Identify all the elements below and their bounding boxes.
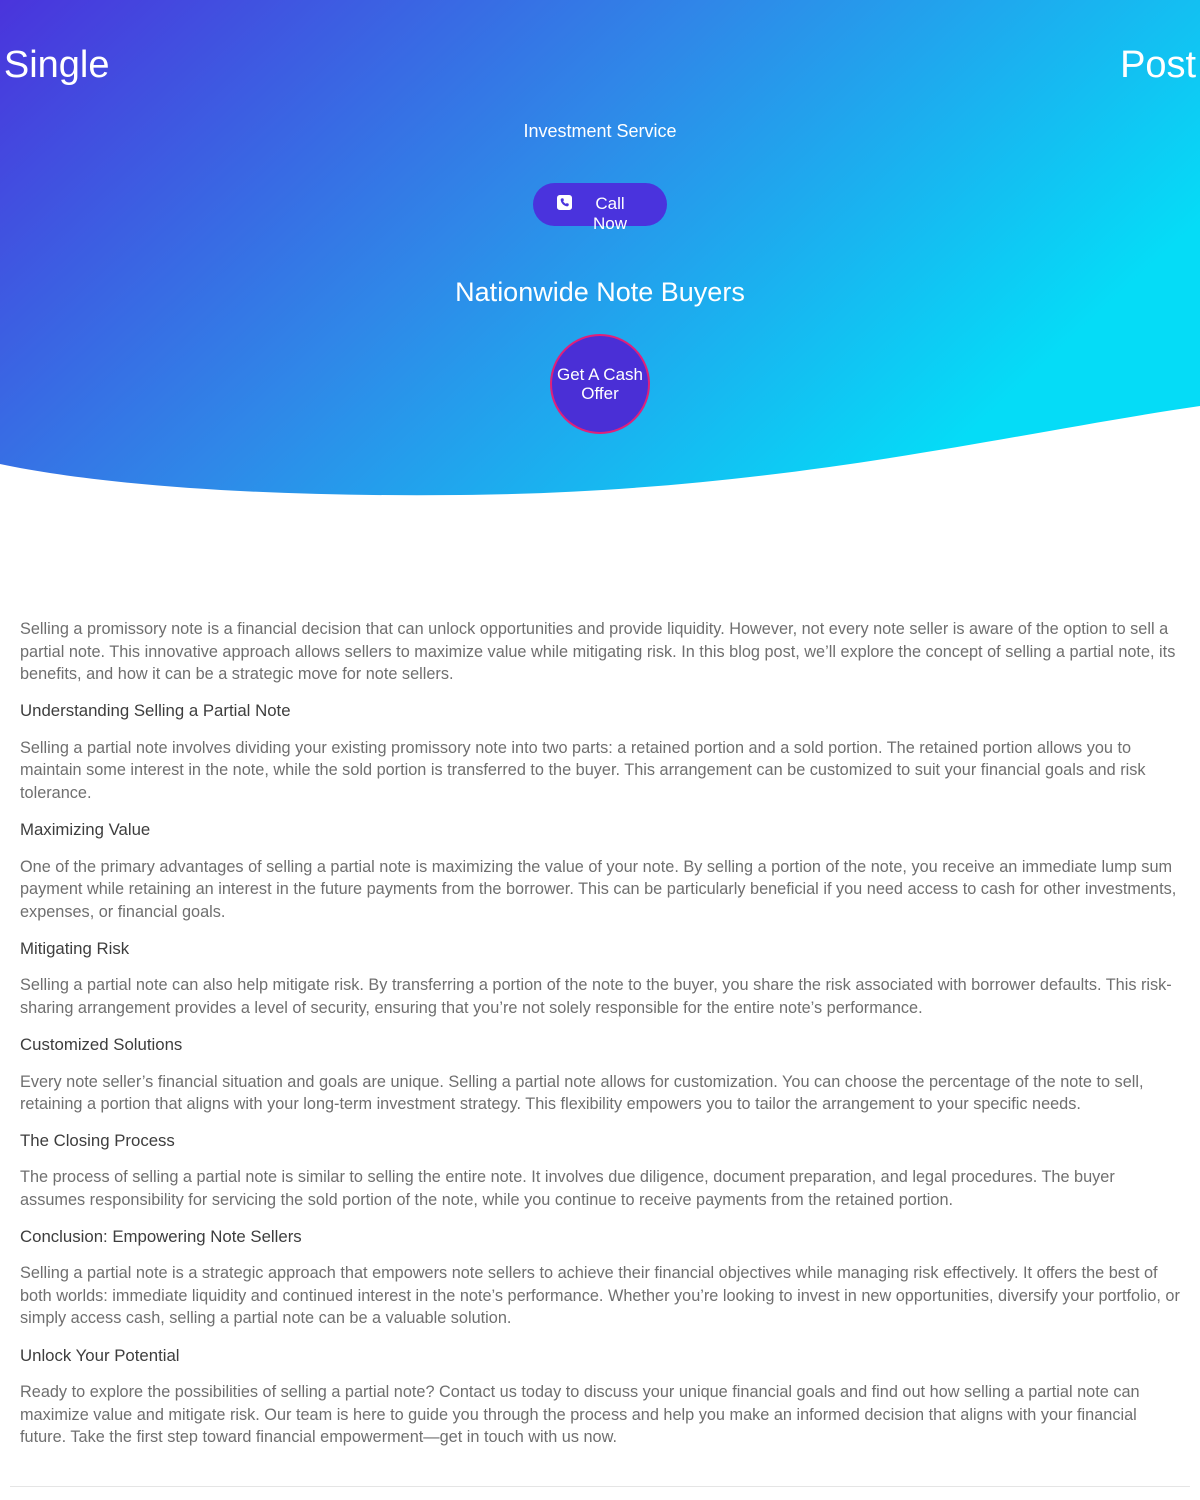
section-paragraph: Selling a partial note can also help mitigate risk. By transferring a portion of the note to the buyer, you share the risk associated with borrower defaults. This risk-sharing arrangement provides a level of security, ensuring that you’re not solely responsible for the entire note’s performance. [20, 976, 1172, 1017]
section-paragraph: The process of selling a partial note is similar to selling the entire note. It involves due diligence, document preparation, and legal procedures. The buyer assumes responsibility for servicing the sold portion of the note, while you continue to receive payments from the retained portion. [20, 1168, 1115, 1209]
get-cash-offer-button[interactable]: Get A Cash Offer [550, 334, 650, 434]
footer-divider [10, 1486, 1190, 1487]
section-paragraph: Selling a partial note is a strategic approach that empowers note sellers to achieve their financial objectives while managing risk effectively. It offers the best of both worlds: immediate liquidity and continued interest in the note’s performance. Whether you’re looking to invest in new opportunities, diversify your portfolio, or simply access cash, selling a partial note can be a valuable solution. [20, 1264, 1180, 1328]
section-paragraph: Ready to explore the possibilities of selling a partial note? Contact us today to discuss your unique financial goals and find out how selling a partial note can maximize value and mitigate risk. Our team is here to guide you through the process and help you make an informed decision that aligns with your financial future. Take the first step toward financial empowerment—get in touch with us now. [20, 1383, 1140, 1447]
section-paragraph: Selling a partial note involves dividing your existing promissory note into two parts: a retained portion and a sold portion. The retained portion allows you to maintain some interest in the note, while the sold portion is transferred to the buyer. This arrangement can be customized to suit your financial goals and risk tolerance. [20, 738, 1146, 802]
section-heading: Maximizing Value [20, 820, 151, 840]
section-heading: Unlock Your Potential [20, 1345, 180, 1365]
hero-banner [0, 0, 1200, 500]
call-now-button[interactable] [533, 183, 667, 233]
section-paragraph: One of the primary advantages of selling a partial note is maximizing the value of your note. By selling a portion of the note, you receive an immediate lump sum payment while retaining an interest in the future payments from the borrower. This can be particularly beneficial if you need access to cash for other investments, expenses, or financial goals. [20, 857, 1177, 921]
phone-icon [557, 195, 572, 210]
section-paragraph: Every note seller’s financial situation and goals are unique. Selling a partial note allows for customization. You can choose the percentage of the note to sell, retaining a portion that aligns with your long-term investment strategy. This flexibility empowers you to tailor the arrangement to your specific needs. [20, 1072, 1144, 1114]
blog-post-content [20, 618, 1180, 1463]
section-heading: Customized Solutions [20, 1035, 183, 1055]
page-title: Single Post [3, 44, 1197, 86]
company-name: Nationwide Note Buyers [455, 277, 745, 307]
hero-subtitle: Investment Service [523, 121, 677, 141]
section-heading: Conclusion: Empowering Note Sellers [20, 1226, 302, 1246]
call-now-label: Call Now [592, 194, 627, 233]
section-heading: The Closing Process [20, 1130, 175, 1150]
intro-paragraph: Selling a promissory note is a financial decision that can unlock opportunities and provide liquidity. However, not every note seller is aware of the option to sell a partial note. This innovative approach allows sellers to maximize value while mitigating risk. In this blog post, we’ll explore the concept of selling a partial note, its benefits, and how it can be a strategic move for note sellers. [20, 620, 1176, 684]
section-heading: Understanding Selling a Partial Note [20, 701, 291, 721]
section-heading: Mitigating Risk [20, 938, 130, 958]
